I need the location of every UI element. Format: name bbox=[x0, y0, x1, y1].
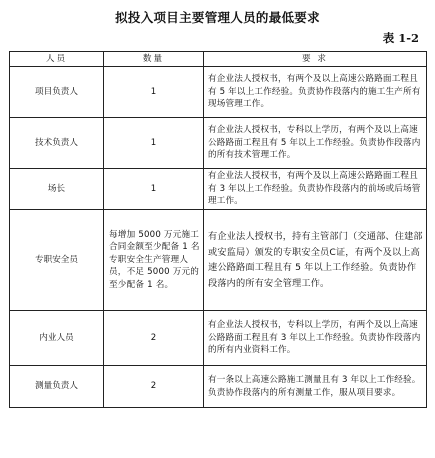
table-header-row bbox=[10, 52, 427, 67]
table-row bbox=[10, 311, 427, 366]
count-cell: 1 bbox=[104, 118, 204, 169]
count-cell: 2 bbox=[104, 311, 204, 366]
count-cell: 2 bbox=[104, 366, 204, 408]
role-cell: 测量负责人 bbox=[10, 366, 104, 408]
staff-requirements-table bbox=[9, 51, 427, 408]
requirement-cell: 有企业法人授权书，专科以上学历，有两个及以上高速公路路面工程且有 3 年以上工作经验。负责协作段落内的所有内业资料工作。 bbox=[204, 311, 427, 366]
count-cell: 1 bbox=[104, 67, 204, 118]
count-cell: 1 bbox=[104, 169, 204, 210]
requirement-cell: 有企业法人授权书，有两个及以上高速公路路面工程且有 5 年以上工作经验。负责协作段落内的施工生产所有现场管理工作。 bbox=[204, 67, 427, 118]
table-row bbox=[10, 210, 427, 311]
role-cell: 内业人员 bbox=[10, 311, 104, 366]
header-count: 数量 bbox=[104, 52, 204, 67]
table-row bbox=[10, 67, 427, 118]
role-cell: 技术负责人 bbox=[10, 118, 104, 169]
header-role: 人员 bbox=[10, 52, 104, 67]
table-number: 表 1-2 bbox=[382, 31, 419, 45]
role-cell: 项目负责人 bbox=[10, 67, 104, 118]
table-row bbox=[10, 118, 427, 169]
count-cell: 每增加 5000 万元施工合同金额至少配备 1 名专职安全生产管理人员，不足 5000 万元的至少配备 1 名。 bbox=[104, 210, 204, 311]
table-row bbox=[10, 366, 427, 408]
table-row bbox=[10, 169, 427, 210]
header-requirement: 要 求 bbox=[204, 52, 427, 67]
document-title: 拟投入项目主要管理人员的最低要求 bbox=[115, 10, 320, 25]
requirement-cell: 有企业法人授权书，有两个及以上高速公路路面工程且有 3 年以上工作经验。负责协作段落内的前场或后场管理工作。 bbox=[204, 169, 427, 210]
role-cell: 专职安全员 bbox=[10, 210, 104, 311]
requirement-cell: 有企业法人授权书，专科以上学历，有两个及以上高速公路路面工程且有 5 年以上工作经验。负责协作段落内的所有技术管理工作。 bbox=[204, 118, 427, 169]
requirement-cell: 有一条以上高速公路施工测量且有 3 年以上工作经验。负责协作段落内的所有测量工作，服从项目要求。 bbox=[204, 366, 427, 408]
role-cell: 场长 bbox=[10, 169, 104, 210]
requirement-cell: 有企业法人授权书，持有主管部门（交通部、住建部或安监局）颁发的专职安全员C证，有两个及以上高速公路路面工程且有 5 年以上工作经验。负责协作段落内的所有安全管理工作。 bbox=[204, 210, 427, 311]
